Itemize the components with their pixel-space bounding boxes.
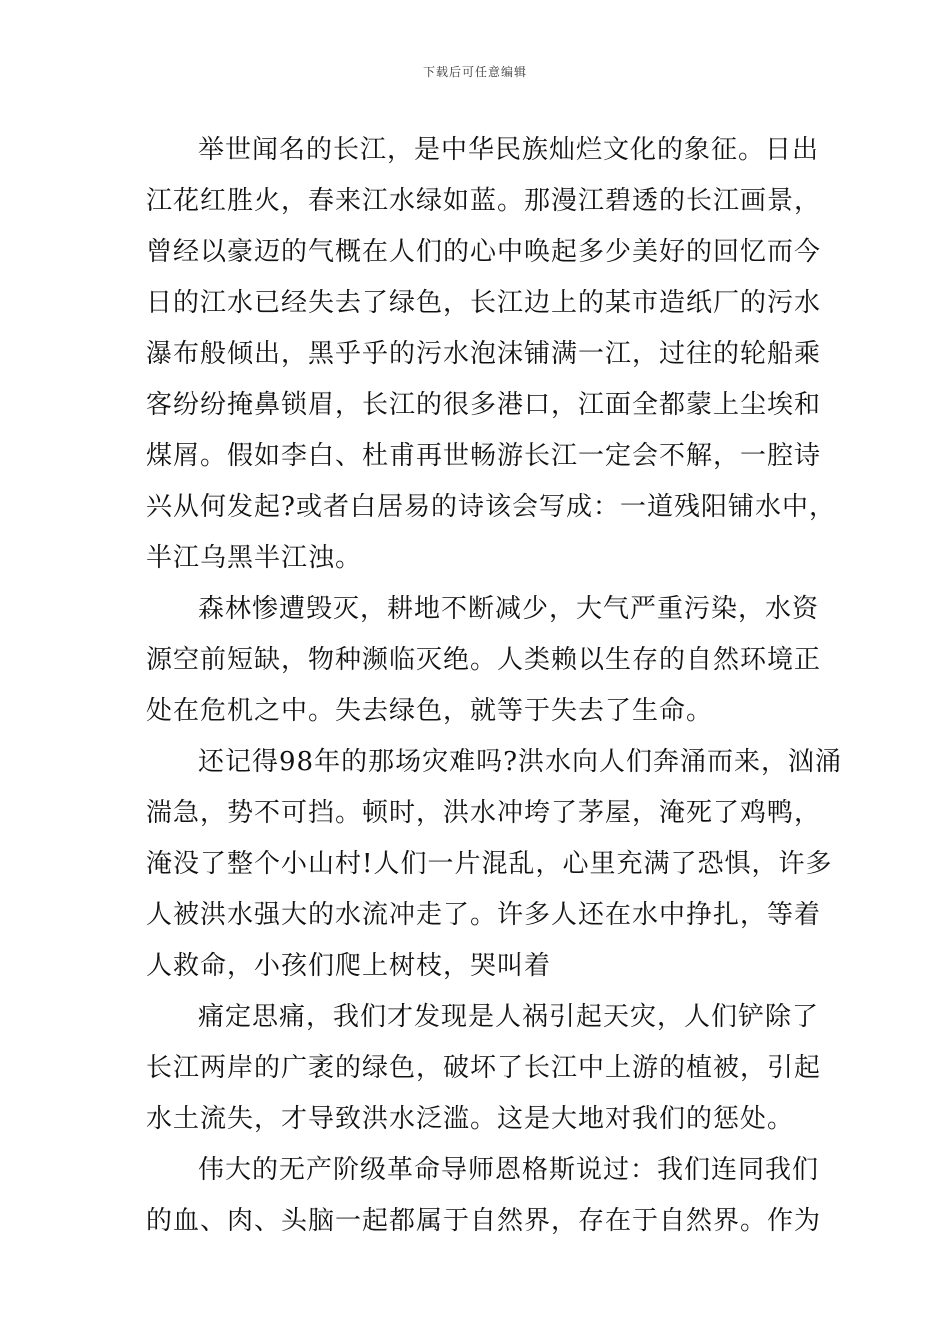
paragraph-4 <box>146 992 822 1145</box>
text-line: 湍急，势不可挡。顿时，洪水冲垮了茅屋，淹死了鸡鸭， <box>146 798 822 828</box>
text-line: 痛定思痛，我们才发现是人祸引起天灾，人们铲除了 <box>198 1002 820 1032</box>
text-line: 长江两岸的广袤的绿色，破坏了长江中上游的植被，引起 <box>146 1053 822 1083</box>
text-line: 客纷纷掩鼻锁眉，长江的很多港口，江面全都蒙上尘埃和 <box>146 390 822 420</box>
text-line: 举世闻名的长江，是中华民族灿烂文化的象征。日出 <box>198 135 820 165</box>
text-line: 淹没了整个小山村!人们一片混乱，心里充满了恐惧，许多 <box>146 849 833 879</box>
text-line: 伟大的无产阶级革命导师恩格斯说过：我们连同我们 <box>198 1155 820 1185</box>
page-header: 下载后可任意编辑 <box>422 65 527 79</box>
text-line: 人救命，小孩们爬上树枝，哭叫着 <box>146 951 552 981</box>
text-line: 的血、肉、头脑一起都属于自然界，存在于自然界。作为 <box>146 1206 822 1236</box>
text-line: 森林惨遭毁灭，耕地不断减少，大气严重污染，水资 <box>198 594 820 624</box>
text-line: 日的江水已经失去了绿色，长江边上的某市造纸厂的污水 <box>146 288 822 318</box>
paragraph-3 <box>146 737 843 992</box>
paragraph-1 <box>146 125 836 584</box>
text-line: 源空前短缺，物种濒临灭绝。人类赖以生存的自然环境正 <box>146 645 822 675</box>
text-line: 半江乌黑半江浊。 <box>146 543 363 573</box>
text-line: 江花红胜火，春来江水绿如蓝。那漫江碧透的长江画景， <box>146 186 822 216</box>
text-line: 人被洪水强大的水流冲走了。许多人还在水中挣扎，等着 <box>146 900 822 930</box>
text-line: 兴从何发起?或者白居易的诗该会写成：一道残阳铺水中， <box>146 492 836 522</box>
paragraph-5 <box>146 1145 822 1247</box>
paragraph-2 <box>146 584 822 737</box>
text-line: 煤屑。假如李白、杜甫再世畅游长江一定会不解，一腔诗 <box>146 441 822 471</box>
text-line: 处在危机之中。失去绿色，就等于失去了生命。 <box>146 696 714 726</box>
text-line: 还记得98年的那场灾难吗?洪水向人们奔涌而来，汹涌 <box>198 747 843 777</box>
text-line: 水土流失，才导致洪水泛滥。这是大地对我们的惩处。 <box>146 1104 795 1134</box>
document-body <box>146 125 843 1247</box>
text-line: 瀑布般倾出，黑乎乎的污水泡沫铺满一江，过往的轮船乘 <box>146 339 822 369</box>
text-line: 曾经以豪迈的气概在人们的心中唤起多少美好的回忆而今 <box>146 237 822 267</box>
